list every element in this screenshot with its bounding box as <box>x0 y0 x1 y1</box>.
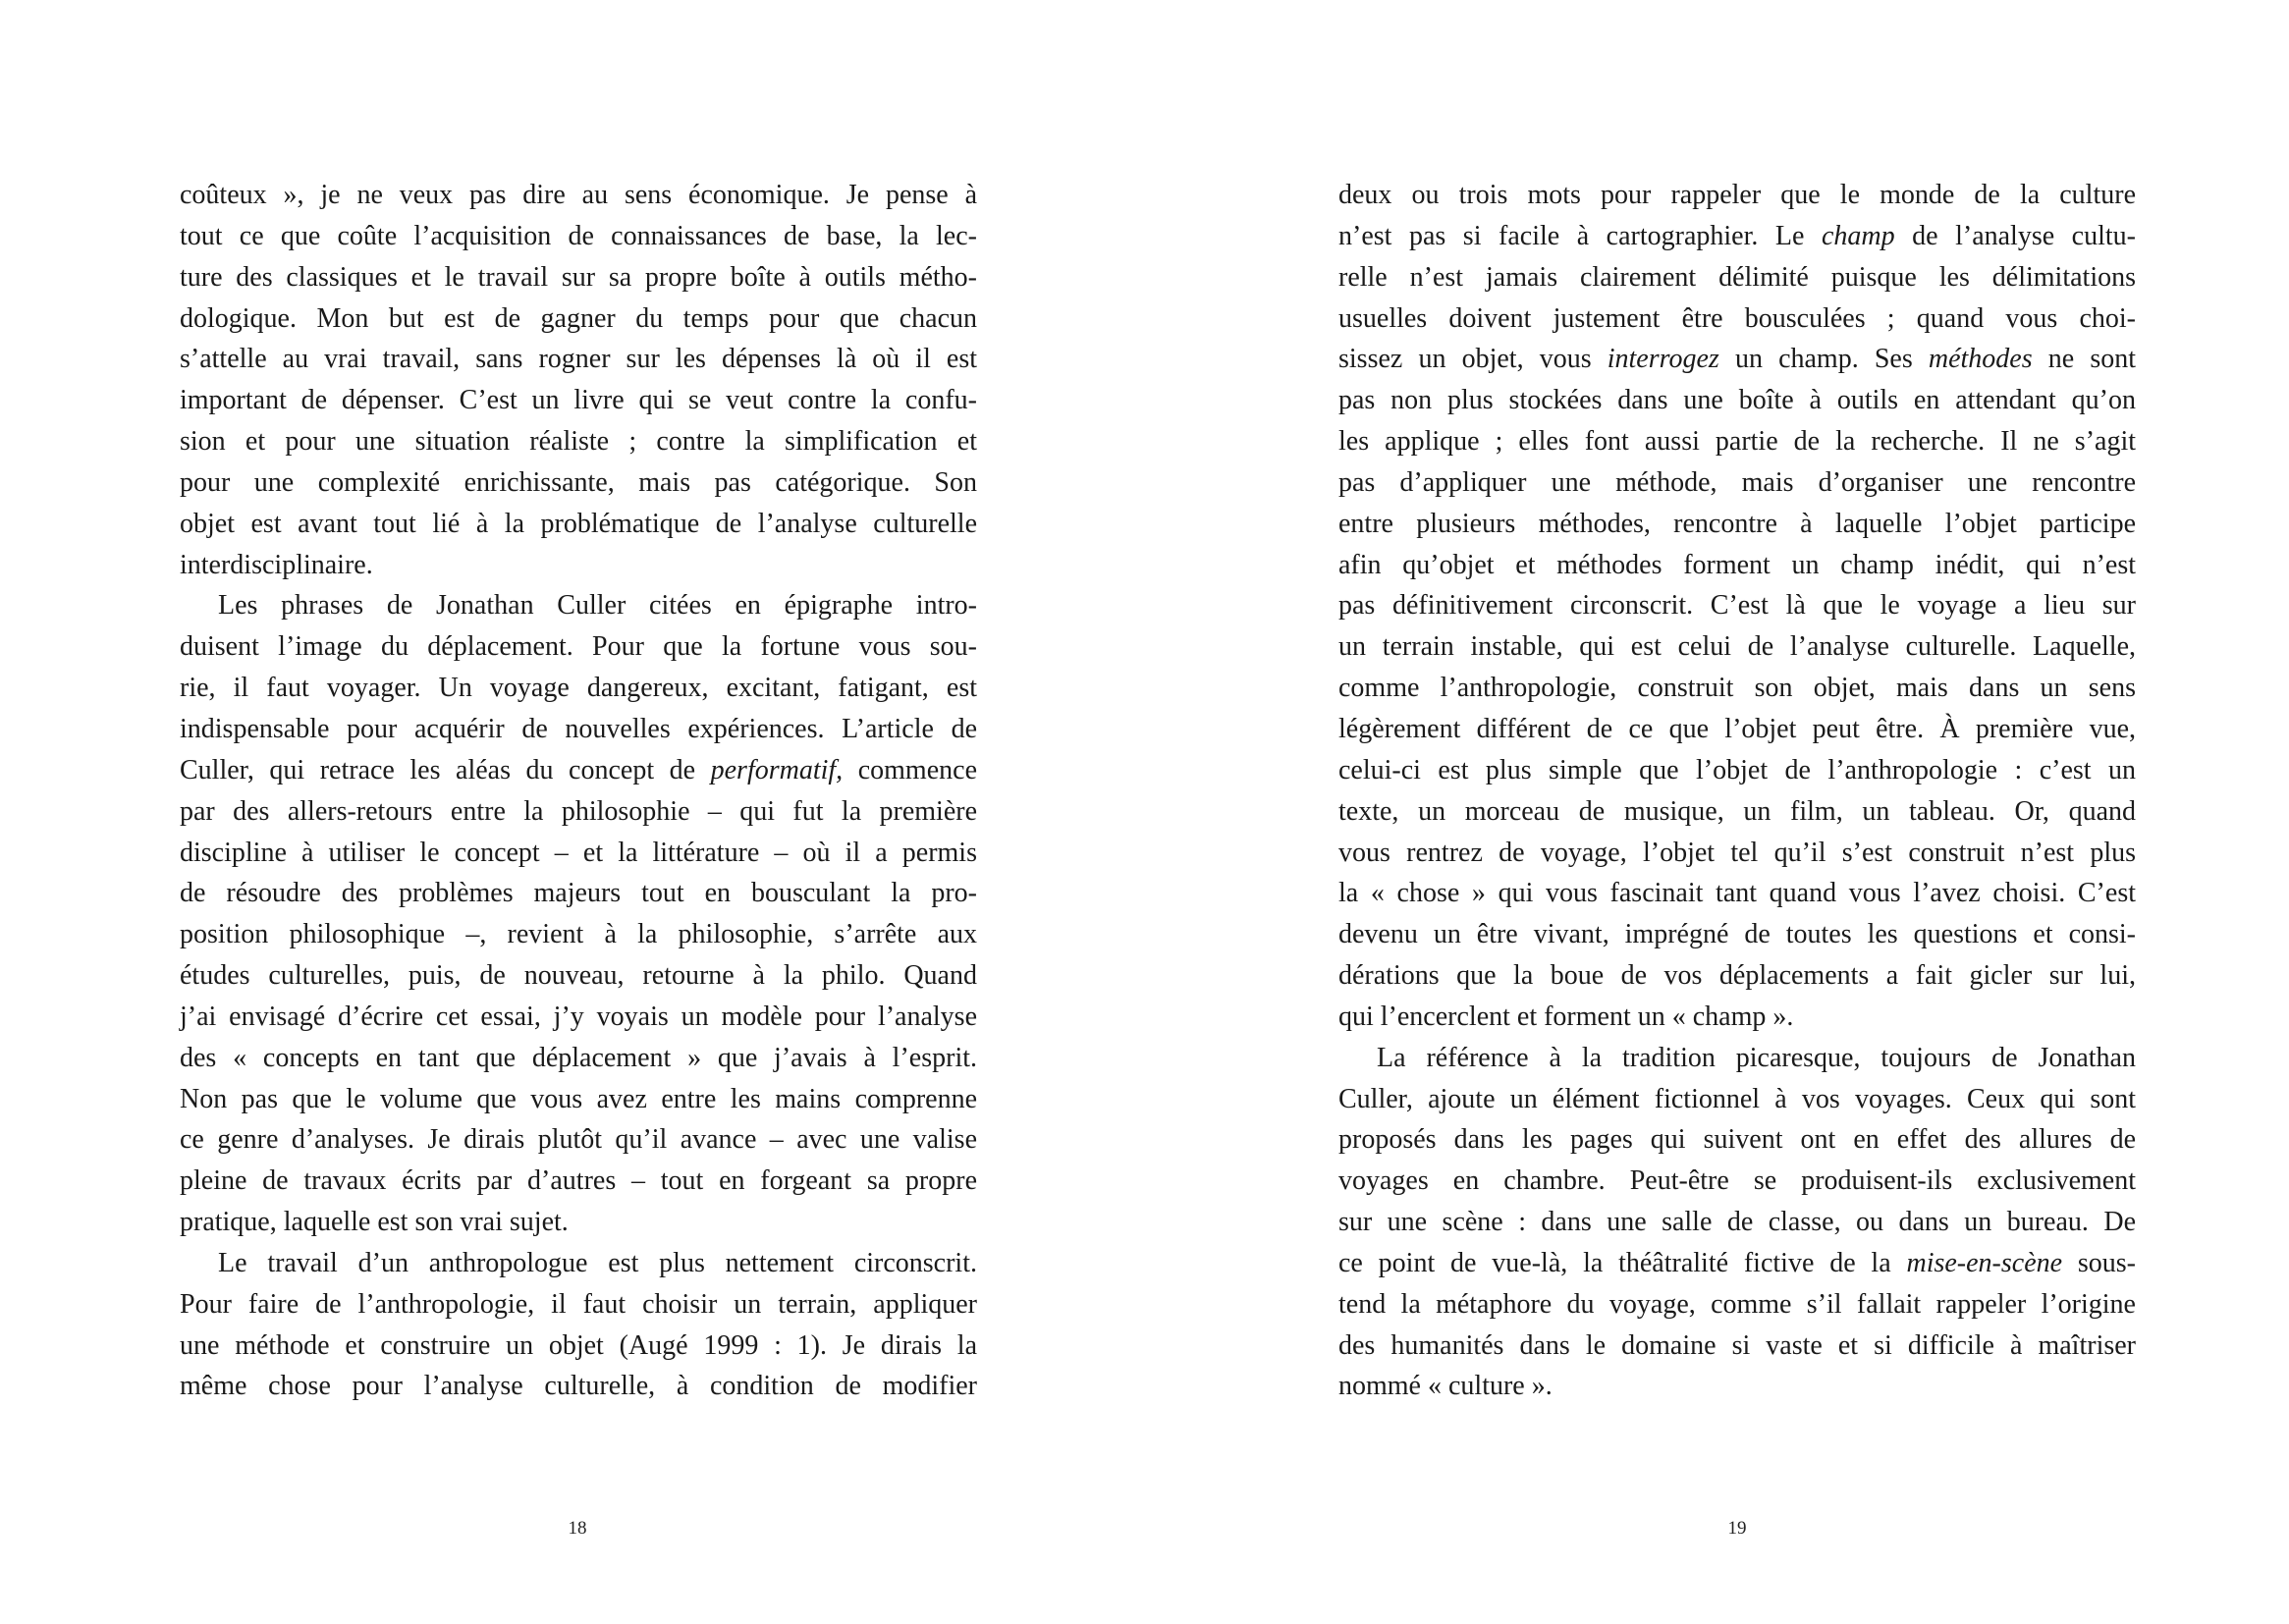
text-line: important de dépenser. C’est un livre qui se veut contre la confu- <box>180 385 977 416</box>
text-line: entre plusieurs méthodes, rencontre à laquelle l’objet participe <box>1338 508 2136 539</box>
text-line: ture des classiques et le travail sur sa propre boîte à outils métho- <box>180 261 977 293</box>
text-line: dérations que la boue de vos déplacements a fait gicler sur lui, <box>1338 960 2136 992</box>
italic-term: méthodes <box>1928 344 2033 375</box>
text-line: les applique ; elles font aussi partie de la recherche. Il ne s’agit <box>1338 426 2136 458</box>
text-line: Culler, ajoute un élément fictionnel à vos voyages. Ceux qui sont <box>1338 1083 2136 1114</box>
text-line: celui-ci est plus simple que l’objet de l’anthropologie : c’est un <box>1338 754 2136 785</box>
text-line: études culturelles, puis, de nouveau, retourne à la philo. Quand <box>180 960 977 992</box>
text-line: pratique, laquelle est son vrai sujet. <box>180 1207 569 1238</box>
text-line: vous rentrez de voyage, l’objet tel qu’il s’est construit n’est plus <box>1338 837 2136 868</box>
page-number-right: 19 <box>1727 1518 1747 1539</box>
text-line: comme l’anthropologie, construit son objet, mais dans un sens <box>1338 673 2136 704</box>
text-line: pas d’appliquer une méthode, mais d’organiser une rencontre <box>1338 466 2136 498</box>
text-line: objet est avant tout lié à la problématique de l’analyse culturelle <box>180 508 977 539</box>
text-line: même chose pour l’analyse culturelle, à condition de modifier <box>180 1371 977 1402</box>
text-line: Culler, qui retrace les aléas du concept de performatif, commence <box>180 754 977 785</box>
text-line: une méthode et construire un objet (Augé 1999 : 1). Je dirais la <box>180 1329 977 1361</box>
text-line: position philosophique –, revient à la philosophie, s’arrête aux <box>180 919 977 950</box>
page-number-left: 18 <box>568 1518 587 1539</box>
text-line: interdisciplinaire. <box>180 549 373 580</box>
text-line: par des allers-retours entre la philosophie – qui fut la première <box>180 795 977 827</box>
text-line: j’ai envisagé d’écrire cet essai, j’y voyais un modèle pour l’analyse <box>180 1001 977 1032</box>
text-line: un terrain instable, qui est celui de l’analyse culturelle. Laquelle, <box>1338 631 2136 663</box>
text-line: sion et pour une situation réaliste ; contre la simplification et <box>180 426 977 458</box>
left-page-body-text <box>180 175 977 1407</box>
text-line: La référence à la tradition picaresque, toujours de Jonathan <box>1377 1042 2136 1073</box>
text-line: Les phrases de Jonathan Culler citées en épigraphe intro- <box>218 590 977 622</box>
text-line: des « concepts en tant que déplacement » que j’avais à l’esprit. <box>180 1042 977 1073</box>
italic-term: champ <box>1821 220 1895 251</box>
text-line: tout ce que coûte l’acquisition de connaissances de base, la lec- <box>180 220 977 251</box>
text-line: Non pas que le volume que vous avez entre les mains comprenne <box>180 1083 977 1114</box>
text-line: s’attelle au vrai travail, sans rogner sur les dépenses là où il est <box>180 344 977 375</box>
italic-term: mise-en-scène <box>1906 1247 2063 1278</box>
text-line: texte, un morceau de musique, un film, un tableau. Or, quand <box>1338 795 2136 827</box>
text-line: proposés dans les pages qui suivent ont en effet des allures de <box>1338 1124 2136 1156</box>
italic-term: performatif, <box>710 754 844 785</box>
text-line: n’est pas si facile à cartographier. Le champ de l’analyse cultu- <box>1338 220 2136 251</box>
text-line: pas définitivement circonscrit. C’est là que le voyage a lieu sur <box>1338 590 2136 622</box>
text-line: ce genre d’analyses. Je dirais plutôt qu’il avance – avec une valise <box>180 1124 977 1156</box>
text-line: Le travail d’un anthropologue est plus nettement circonscrit. <box>218 1247 977 1278</box>
text-line: pleine de travaux écrits par d’autres – tout en forgeant sa propre <box>180 1165 977 1197</box>
text-line: tend la métaphore du voyage, comme s’il fallait rappeler l’origine <box>1338 1288 2136 1320</box>
text-line: indispensable pour acquérir de nouvelles expériences. L’article de <box>180 713 977 744</box>
text-line: Pour faire de l’anthropologie, il faut choisir un terrain, appliquer <box>180 1288 977 1320</box>
text-line: de résoudre des problèmes majeurs tout en bousculant la pro- <box>180 878 977 909</box>
text-line: usuelles doivent justement être bousculées ; quand vous choi- <box>1338 302 2136 334</box>
text-line: pas non plus stockées dans une boîte à outils en attendant qu’on <box>1338 385 2136 416</box>
text-line: deux ou trois mots pour rappeler que le monde de la culture <box>1338 180 2136 210</box>
text-line: pour une complexité enrichissante, mais pas catégorique. Son <box>180 466 977 498</box>
text-line: sissez un objet, vous interrogez un champ. Ses méthodes ne sont <box>1338 344 2137 375</box>
italic-term: interrogez <box>1607 344 1719 375</box>
text-line: duisent l’image du déplacement. Pour que la fortune vous sou- <box>180 631 977 663</box>
text-line: ce point de vue-là, la théâtralité fictive de la mise-en-scène sous- <box>1338 1247 2136 1278</box>
text-line: coûteux », je ne veux pas dire au sens économique. Je pense à <box>180 180 977 210</box>
text-line: afin qu’objet et méthodes forment un champ inédit, qui n’est <box>1338 549 2136 580</box>
text-line: nommé « culture ». <box>1338 1371 1553 1402</box>
text-line: des humanités dans le domaine si vaste et si difficile à maîtriser <box>1338 1329 2136 1361</box>
text-line: dologique. Mon but est de gagner du temps pour que chacun <box>180 302 977 334</box>
text-line: qui l’encerclent et forment un « champ ». <box>1338 1001 1794 1032</box>
text-line: discipline à utiliser le concept – et la littérature – où il a permis <box>180 837 977 868</box>
text-line: sur une scène : dans une salle de classe, ou dans un bureau. De <box>1338 1207 2136 1238</box>
text-line: devenu un être vivant, imprégné de toutes les questions et consi- <box>1338 919 2136 950</box>
text-line: légèrement différent de ce que l’objet peut être. À première vue, <box>1338 713 2136 744</box>
text-line: relle n’est jamais clairement délimité puisque les délimitations <box>1338 261 2136 293</box>
right-page-body-text <box>1338 175 2136 1407</box>
text-line: rie, il faut voyager. Un voyage dangereux, excitant, fatigant, est <box>180 673 977 704</box>
text-line: la « chose » qui vous fascinait tant quand vous l’avez choisi. C’est <box>1338 878 2136 909</box>
text-line: voyages en chambre. Peut-être se produisent-ils exclusivement <box>1338 1165 2136 1197</box>
